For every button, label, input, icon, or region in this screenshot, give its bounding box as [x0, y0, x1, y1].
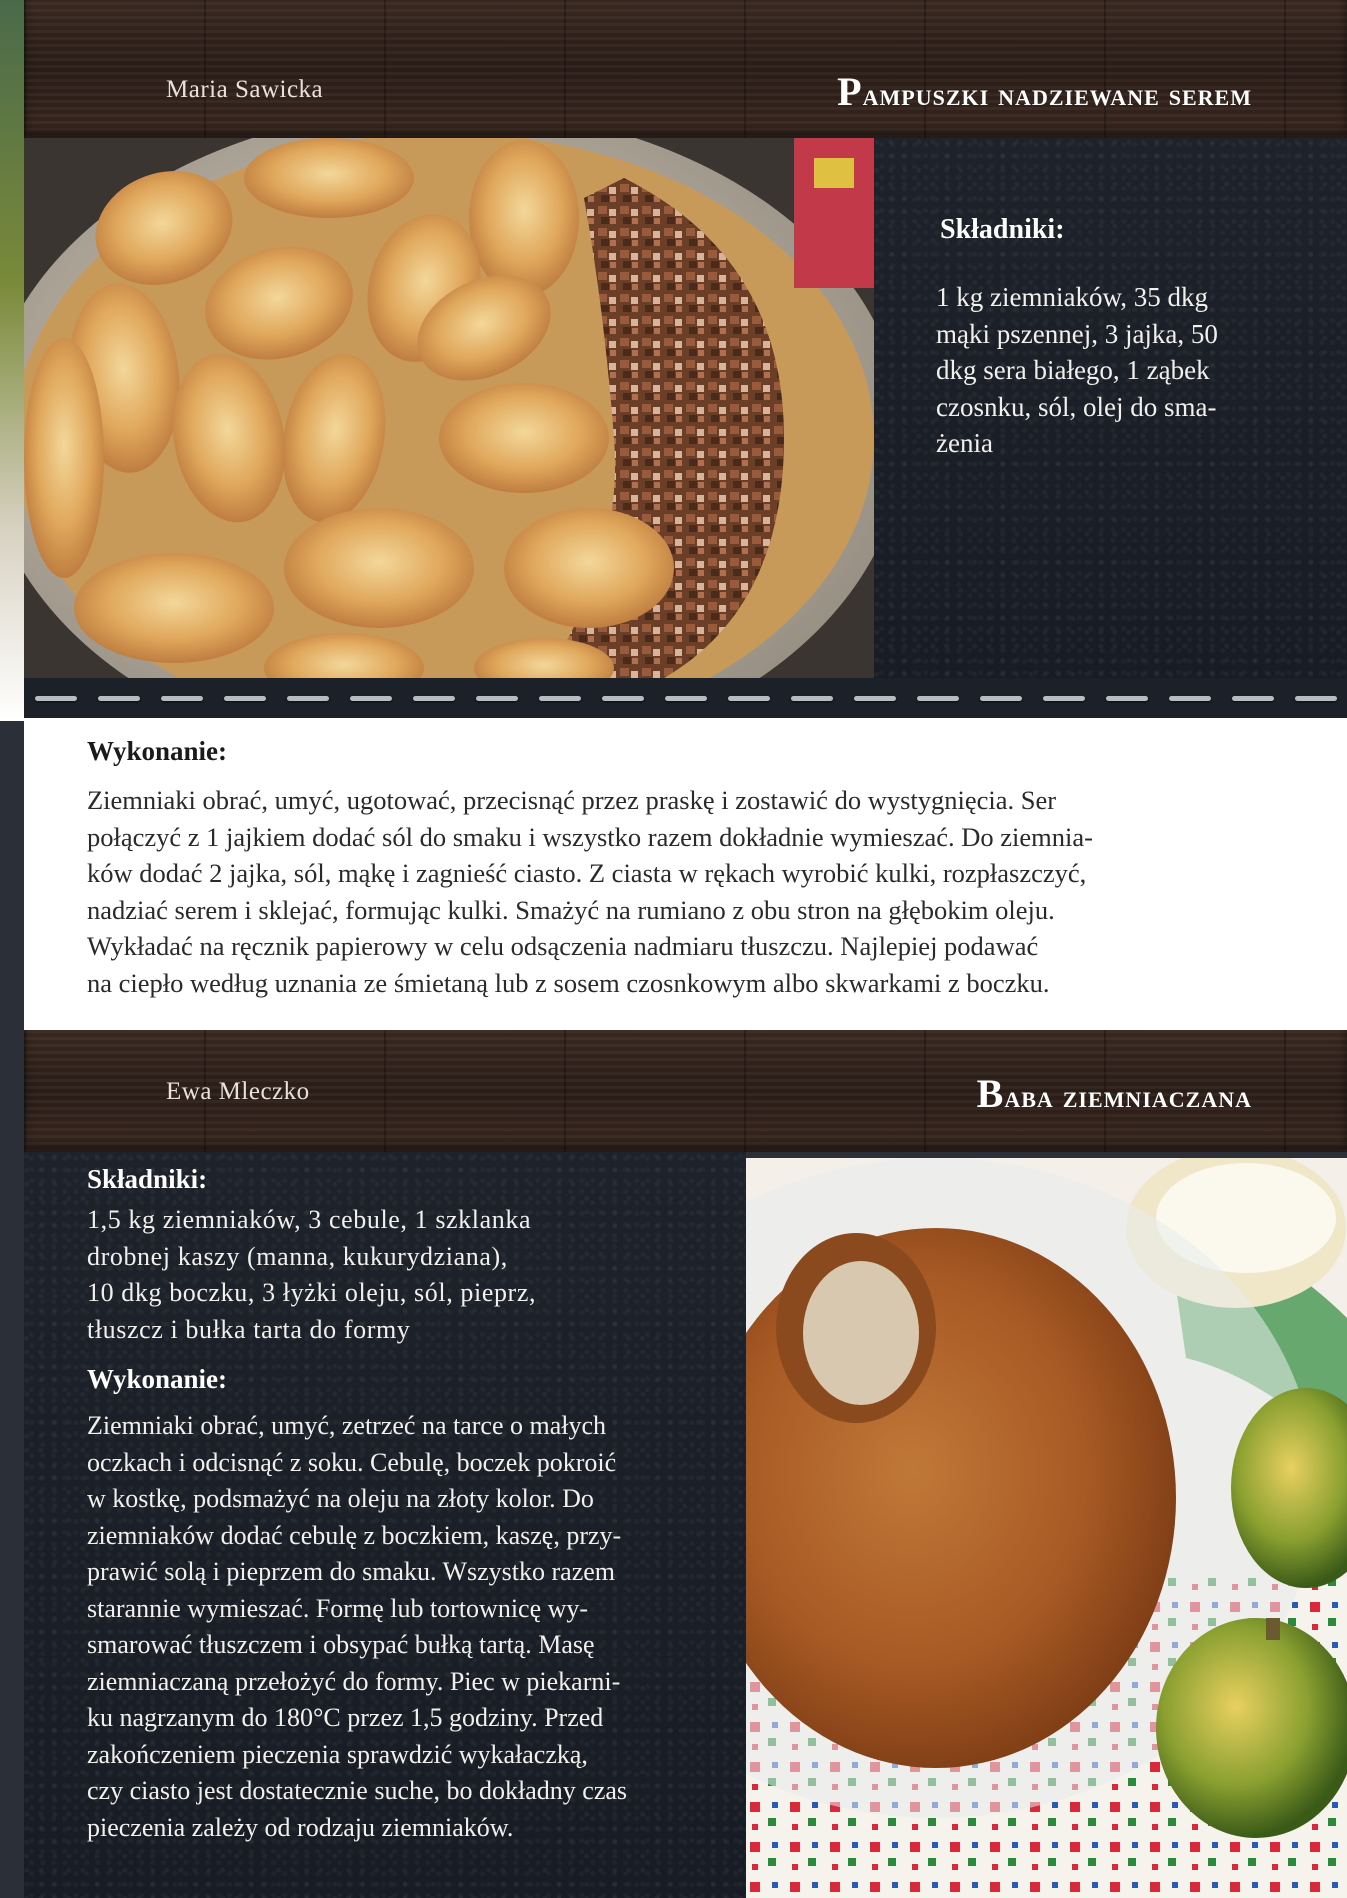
pampuszki-image [24, 138, 874, 678]
method-line: Wykładać na ręcznik papierowy w celu odsączenia nadmiaru tłuszczu. Najlepiej podawać [87, 931, 1039, 961]
recipe2-photo [746, 1158, 1347, 1898]
left-edge-strip [0, 0, 24, 1898]
method-line: ziemniaków dodać cebulę z boczkiem, kaszę, przy- [87, 1520, 622, 1550]
method-line: prawić solą i pieprzem do smaku. Wszystko razem [87, 1557, 616, 1586]
recipe1-title-initial: P [837, 69, 863, 114]
method-line: w kostkę, podsmażyć na oleju na złoty kolor. Do [87, 1484, 594, 1513]
recipe1-ingredients-heading: Składniki: [940, 214, 1065, 245]
ingredients-line: czosnku, sól, olej do sma- [936, 391, 1217, 422]
recipe1-title [837, 68, 1252, 115]
ingredients-line: mąki pszennej, 3 jajka, 50 [936, 318, 1218, 349]
recipe1-header-bar [24, 0, 1347, 138]
method-line: Ziemniaki obrać, umyć, ugotować, przecisnąć przez praskę i zostawić do wystygnięcia. Ser [87, 785, 1057, 815]
recipe2-method-heading: Wykonanie: [87, 1364, 228, 1394]
recipe2-title-rest: aba ziemniaczana [1004, 1078, 1252, 1114]
ingredients-line: 1 kg ziemniaków, 35 dkg [936, 282, 1208, 312]
recipe1-ingredients-text [936, 279, 1218, 462]
recipe2-text-panel [24, 1152, 746, 1898]
method-line: starannie wymieszać. Formę lub tortownicę wy- [87, 1593, 589, 1623]
ingredients-line: drobnej kaszy (manna, kukurydziana), [87, 1241, 508, 1271]
ingredients-line: 10 dkg boczku, 3 łyżki oleju, sól, pieprz, [87, 1278, 537, 1307]
recipe1-photo [24, 138, 874, 678]
ingredients-line: tłuszcz i bułka tarta do formy [87, 1314, 411, 1344]
method-line: połączyć z 1 jajkiem dodać sól do smaku i wszystko razem dokładnie wymieszać. Do ziemnia- [87, 821, 1093, 852]
method-line: ziemniaczaną przełożyć do formy. Piec w piekarni- [87, 1666, 621, 1696]
recipe2-author: Ewa Mleczko [166, 1078, 310, 1105]
baba-ziemniaczana-image [746, 1158, 1347, 1898]
recipe2-method-text [87, 1408, 627, 1846]
method-line: pieczenia zależy od rodzaju ziemniaków. [87, 1812, 514, 1842]
ingredients-line: 1,5 kg ziemniaków, 3 cebule, 1 szklanka [87, 1205, 532, 1234]
method-line: ku nagrzanym do 180°C przez 1,5 godziny. Przed [87, 1703, 604, 1732]
recipe1-title-rest: ampuszki nadziewane serem [862, 76, 1252, 112]
recipe2-title [977, 1070, 1252, 1117]
method-line: czy ciasto jest dostatecznie suche, bo dokładny czas [87, 1776, 628, 1805]
recipe1-author: Maria Sawicka [166, 76, 324, 103]
method-line: zakończeniem pieczenia sprawdzić wykałaczką, [87, 1739, 588, 1769]
method-line: smarować tłuszczem i obsypać bułką tartą. Masę [87, 1630, 595, 1659]
method-line: nadziać serem i sklejać, formując kulki. Smażyć na rumiano z obu stron na głębokim oleju. [87, 894, 1055, 925]
ingredients-line: żenia [936, 428, 993, 458]
method-line: Ziemniaki obrać, umyć, zetrzeć na tarce o małych [87, 1411, 607, 1440]
ingredients-line: dkg sera białego, 1 ząbek [936, 355, 1210, 385]
method-line: na ciepło według uznania ze śmietaną lub z sosem czosnkowym albo skwarkami z boczku. [87, 967, 1050, 998]
recipe2-header-bar [24, 1030, 1347, 1152]
method-line: oczkach i odcisnąć z soku. Cebulę, boczek pokroić [87, 1447, 617, 1477]
recipe1-method-text [87, 782, 1307, 1001]
recipe2-ingredients-heading: Składniki: [87, 1164, 208, 1194]
recipe2-ingredients-text [87, 1202, 536, 1348]
recipe1-method-panel [24, 718, 1347, 1030]
recipe1-ingredients-panel [874, 138, 1347, 678]
recipe2-title-initial: B [976, 1071, 1005, 1116]
stitching-divider [24, 678, 1347, 718]
recipe1-method-heading: Wykonanie: [87, 736, 228, 766]
method-line: ków dodać 2 jajka, sól, mąkę i zagnieść ciasto. Z ciasta w rękach wyrobić kulki, rozpłaszczyć, [87, 858, 1087, 888]
